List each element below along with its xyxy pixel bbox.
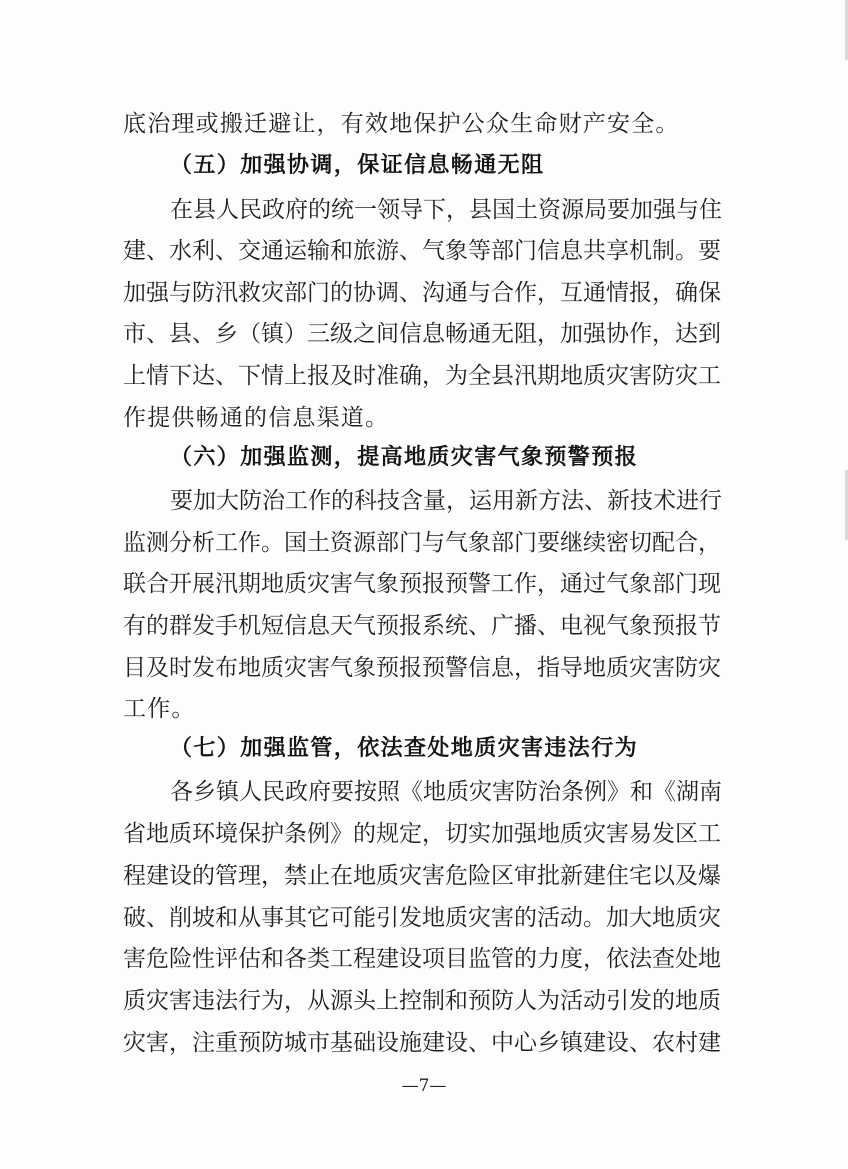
body-text-line: 灾害，注重预防城市基础设施建设、中心乡镇建设、农村建: [123, 1030, 721, 1056]
paragraph-first-line: 各乡镇人民政府要按照《地质灾害防治条例》和《湖南: [170, 779, 722, 805]
paragraph-first-line: 在县人民政府的统一领导下，县国土资源局要加强与住: [170, 197, 722, 223]
body-text-line: 破、削坡和从事其它可能引发地质灾害的活动。加大地质灾: [123, 905, 721, 931]
body-text-line: 市、县、乡（镇）三级之间信息畅通无阻，加强协作，达到: [123, 321, 721, 347]
body-text-line: 加强与防汛救灾部门的协调、沟通与合作，互通情报，确保: [123, 280, 721, 306]
body-text-line: 程建设的管理，禁止在地质灾害危险区审批新建住宅以及爆: [123, 863, 721, 889]
body-text-line: 建、水利、交通运输和旅游、气象等部门信息共享机制。要: [123, 238, 721, 264]
body-text-line: 目及时发布地质灾害气象预报预警信息，指导地质灾害防灾: [123, 655, 721, 681]
body-text-line: 工作。: [123, 696, 196, 722]
body-text-line: 省地质环境保护条例》的规定，切实加强地质灾害易发区工: [123, 821, 721, 847]
section-heading: （五）加强协调，保证信息畅通无阻: [170, 153, 545, 178]
body-text-line: 上情下达、下情上报及时准确，为全县汛期地质灾害防灾工: [123, 363, 721, 389]
body-text-line: 害危险性评估和各类工程建设项目监管的力度，依法查处地: [123, 946, 721, 972]
body-text-line: 有的群发手机短信息天气预报系统、广播、电视气象预报节: [123, 613, 721, 639]
section-heading: （七）加强监管，依法查处地质灾害违法行为: [170, 736, 639, 761]
paragraph-first-line: 要加大防治工作的科技含量，运用新方法、新技术进行: [170, 488, 722, 514]
body-text-line: 联合开展汛期地质灾害气象预报预警工作，通过气象部门现: [123, 571, 721, 597]
page-number: —7—: [401, 1076, 447, 1096]
body-text-line: 底治理或搬迁避让，有效地保护公众生命财产安全。: [123, 111, 680, 137]
body-text-line: 质灾害违法行为，从源头上控制和预防人为活动引发的地质: [123, 988, 721, 1014]
section-heading: （六）加强监测，提高地质灾害气象预警预报: [170, 445, 639, 470]
body-text-line: 监测分析工作。国土资源部门与气象部门要继续密切配合，: [123, 530, 721, 556]
body-text-line: 作提供畅通的信息渠道。: [123, 405, 390, 431]
